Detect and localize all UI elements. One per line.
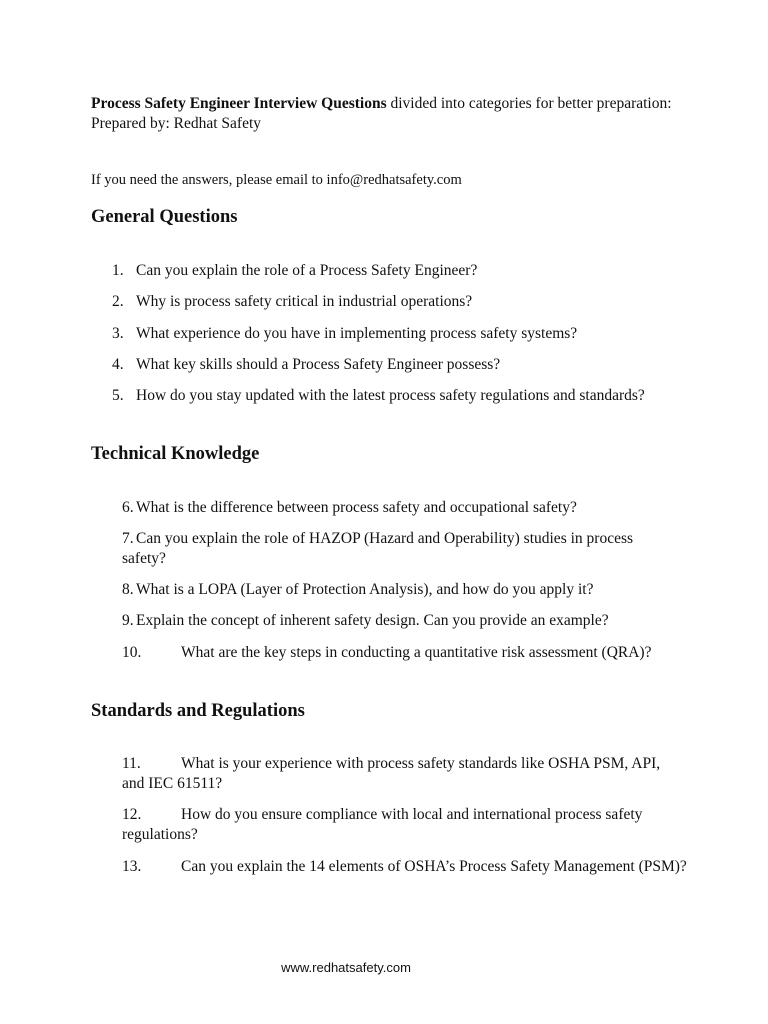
item-number: 4. <box>112 356 124 373</box>
item-number: 6. <box>122 499 134 516</box>
item-text: What is your experience with process safety standards like OSHA PSM, API, and IEC 61511? <box>122 755 661 792</box>
email-note: If you need the answers, please email to info@redhatsafety.com <box>91 172 462 188</box>
item-number: 13. <box>122 858 142 875</box>
item-text: What is a LOPA (Layer of Protection Analysis), and how do you apply it? <box>136 581 594 598</box>
item-text: Explain the concept of inherent safety design. Can you provide an example? <box>136 612 609 629</box>
item-text: Why is process safety critical in industrial operations? <box>136 293 473 310</box>
list-item <box>122 857 687 877</box>
item-number: 9. <box>122 612 134 629</box>
item-number: 12. <box>122 806 142 823</box>
item-text: How do you stay updated with the latest process safety regulations and standards? <box>136 387 645 404</box>
item-number: 7. <box>122 530 134 547</box>
document-title-line <box>91 94 691 114</box>
prepared-by: Prepared by: Redhat Safety <box>91 114 262 132</box>
item-text: What are the key steps in conducting a quantitative risk assessment (QRA)? <box>181 644 652 661</box>
list-item <box>112 324 692 344</box>
list-item <box>122 643 662 663</box>
list-item <box>112 355 692 375</box>
section-heading-standards: Standards and Regulations <box>91 701 305 721</box>
item-number: 3. <box>112 325 124 342</box>
list-item <box>122 529 642 568</box>
item-text: Can you explain the role of a Process Safety Engineer? <box>136 262 478 279</box>
section-heading-general: General Questions <box>91 207 238 227</box>
item-number: 5. <box>112 387 124 404</box>
list-item <box>112 292 692 312</box>
item-text: Can you explain the 14 elements of OSHA’s Process Safety Management (PSM)? <box>181 858 687 875</box>
item-text: How do you ensure compliance with local and international process safety regulations? <box>122 806 643 843</box>
footer-website: www.redhatsafety.com <box>281 960 411 975</box>
item-number: 10. <box>122 644 142 661</box>
item-text: What is the difference between process safety and occupational safety? <box>136 499 577 516</box>
list-item <box>112 261 692 281</box>
list-item <box>112 386 647 406</box>
item-number: 8. <box>122 581 134 598</box>
item-text: What experience do you have in implementing process safety systems? <box>136 325 578 342</box>
list-item <box>122 580 682 600</box>
item-number: 1. <box>112 262 124 279</box>
item-text: Can you explain the role of HAZOP (Hazard and Operability) studies in process safety? <box>122 530 634 567</box>
list-item <box>122 611 682 631</box>
list-item <box>122 498 682 518</box>
item-number: 11. <box>122 755 141 772</box>
list-item <box>122 805 667 844</box>
section-heading-technical: Technical Knowledge <box>91 444 260 464</box>
intro-block <box>91 94 691 133</box>
document-title-subtext: divided into categories for better preparation: <box>386 95 672 112</box>
list-item <box>122 754 682 793</box>
document-title: Process Safety Engineer Interview Questions <box>91 95 387 112</box>
item-number: 2. <box>112 293 124 310</box>
item-text: What key skills should a Process Safety Engineer possess? <box>136 356 501 373</box>
